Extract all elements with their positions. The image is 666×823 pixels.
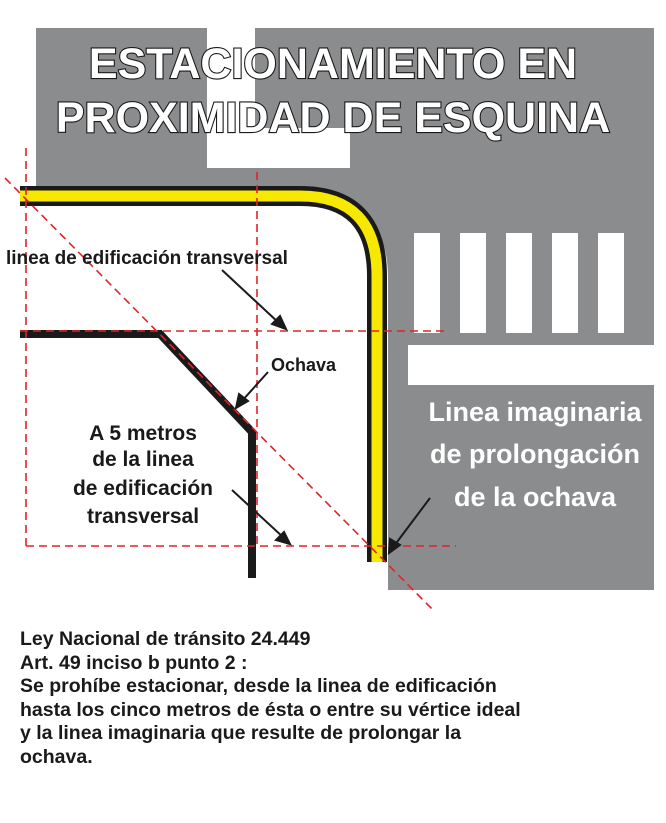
arrow-transversal bbox=[222, 270, 280, 324]
law-line: y la linea imaginaria que resulte de prolongar la bbox=[20, 722, 462, 745]
label-five-meters-3: de edificación bbox=[72, 477, 214, 500]
label-five-meters-2: de la linea bbox=[92, 448, 194, 471]
label-ochava: Ochava bbox=[271, 355, 337, 375]
label-transversal-line: linea de edificación transversal bbox=[6, 248, 288, 269]
label-imaginary-2: de prolongación bbox=[429, 439, 641, 469]
crosswalk-stripe bbox=[460, 233, 486, 333]
law-line: Ley Nacional de tránsito 24.449 bbox=[20, 628, 311, 650]
stop-line bbox=[408, 345, 654, 385]
label-imaginary-3: de la ochava bbox=[453, 482, 617, 512]
crosswalk-stripe bbox=[598, 233, 624, 333]
crosswalk-stripe bbox=[552, 233, 578, 333]
law-line: ochava. bbox=[20, 745, 93, 768]
label-imaginary-1: Linea imaginaria bbox=[428, 397, 642, 427]
title-line-2: PROXIMIDAD DE ESQUINA bbox=[55, 94, 611, 142]
crosswalk-stripe bbox=[506, 233, 532, 333]
crosswalk-stripe bbox=[414, 233, 440, 333]
law-line: Se prohíbe estacionar, desde la linea de edificación bbox=[20, 675, 497, 698]
arrow-five-meters bbox=[232, 490, 284, 538]
law-line: Art. 49 inciso b punto 2 : bbox=[20, 651, 248, 674]
law-line: hasta los cinco metros de ésta o entre su vértice ideal bbox=[20, 698, 521, 721]
label-five-meters-4: transversal bbox=[86, 505, 200, 528]
title-line-1: ESTACIONAMIENTO EN bbox=[88, 40, 578, 88]
label-five-meters-1: A 5 metros bbox=[89, 422, 197, 445]
law-text bbox=[20, 628, 660, 770]
